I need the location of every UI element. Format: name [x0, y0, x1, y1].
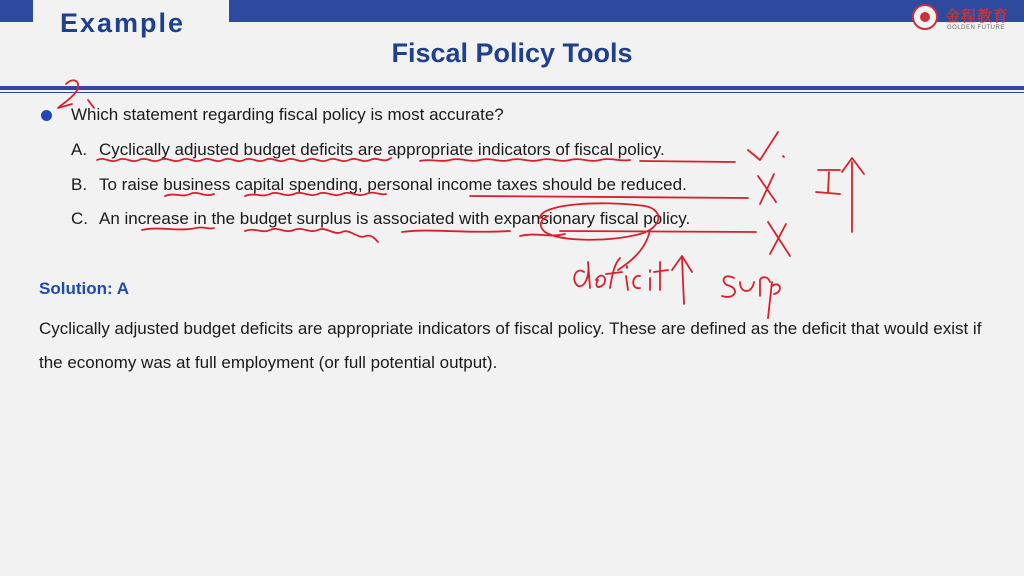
page-title: Fiscal Policy Tools — [391, 38, 633, 68]
logo-text-en: GOLDEN FUTURE — [947, 25, 1005, 31]
logo-text-cn: 金程教育 — [945, 8, 1010, 25]
solution-text: Cyclically adjusted budget deficits are appropriate indicators of fiscal policy. These are defined as the deficit that would exist if the economy was at full employment (or full potential output). — [39, 319, 982, 372]
annotation-word-deficit — [574, 258, 668, 290]
brand-logo — [912, 3, 1022, 35]
annotation-dot — [783, 156, 784, 157]
annotation-underline — [520, 234, 565, 236]
title-divider — [0, 86, 1024, 90]
option-text: To raise business capital spending, personal income taxes should be reduced. — [99, 175, 687, 194]
bullet-icon — [41, 110, 52, 121]
cross-mark-icon — [758, 174, 776, 204]
annotation-underline — [560, 231, 756, 232]
cross-mark-icon — [768, 222, 790, 256]
option-text: An increase in the budget surplus is associated with expansionary fiscal policy. — [99, 209, 691, 228]
option-letter: B. — [71, 175, 88, 194]
option-b — [71, 175, 687, 195]
annotation-connector — [618, 230, 650, 270]
option-letter: C. — [71, 209, 88, 228]
annotation-arrow-icon — [842, 158, 864, 232]
annotation-arrow-icon — [672, 256, 692, 304]
annotation-underline — [470, 196, 748, 198]
annotation-number-mark — [58, 80, 94, 108]
annotation-underline — [402, 231, 510, 232]
check-mark-icon — [748, 132, 778, 160]
option-text: Cyclically adjusted budget deficits are appropriate indicators of fiscal policy. — [99, 140, 665, 159]
annotation-underline — [245, 229, 378, 242]
title-divider-thin — [0, 92, 1024, 93]
annotation-underline — [640, 161, 735, 162]
option-letter: A. — [71, 140, 88, 159]
section-label: Example — [60, 8, 186, 38]
solution-heading: Solution: A — [39, 279, 130, 298]
option-a — [71, 140, 665, 160]
annotation-letter-i — [816, 170, 840, 194]
option-c — [71, 209, 690, 229]
logo-seal-icon — [912, 4, 938, 30]
question-text: Which statement regarding fiscal policy is most accurate? — [71, 105, 504, 124]
